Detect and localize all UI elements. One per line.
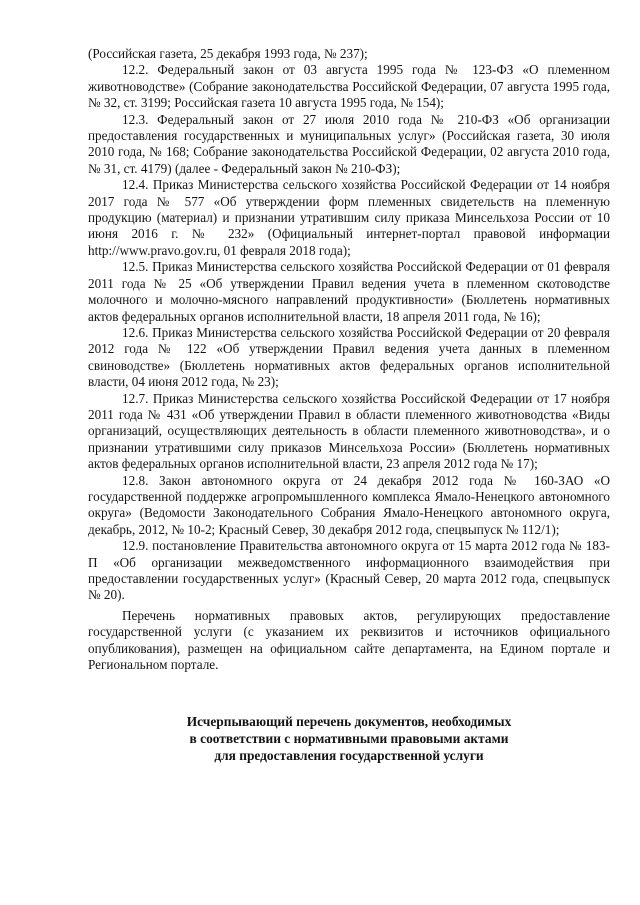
- paragraph-12-4: 12.4. Приказ Министерства сельского хозяйства Российской Федерации от 14 ноября 2017 года № 577 «Об утверждении форм племенных свидетельств на племенную продукцию (материал) и признании утратившим силу приказа Минсельхоза России от 10 июня 2016 г. № 232» (Официальный интернет-портал правовой информации http://www.pravo.gov.ru, 01 февраля 2018 года);: [88, 177, 610, 258]
- paragraph-12-3: 12.3. Федеральный закон от 27 июля 2010 года № 210-ФЗ «Об организации предоставления государственных и муниципальных услуг» (Российская газета, 30 июля 2010 года, № 168; Собрание законодательства Российской Федерации, 02 августа 2010 года, № 31, ст. 4179) (далее - Федеральный закон № 210-ФЗ);: [88, 111, 610, 176]
- paragraph-12-6: 12.6. Приказ Министерства сельского хозяйства Российской Федерации от 20 февраля 2012 года № 122 «Об утверждении Правил ведения учета данных в племенном свиноводстве» (Бюллетень нормативных актов федеральных органов исполнительной власти, 04 июня 2012 года, № 23);: [88, 324, 610, 390]
- paragraph-continuation: (Российская газета, 25 декабря 1993 года, № 237);: [88, 46, 368, 61]
- document-page: [88, 46, 610, 764]
- paragraph-12-5: 12.5. Приказ Министерства сельского хозяйства Российской Федерации от 01 февраля 2011 года № 25 «Об утверждении Правил ведения учета в племенном скотоводстве молочного и молочно-мясного направлений продуктивности» (Бюллетень нормативных актов федеральных органов исполнительной власти, 18 апреля 2011 года, № 16);: [88, 259, 610, 324]
- paragraph-12-7: 12.7. Приказ Министерства сельского хозяйства Российской Федерации от 17 ноября 2011 года № 431 «Об утверждении Правил в области племенного животноводства «Виды организаций, осуществляющих деятельность в области племенного животноводства», и о признании утратившими силу приказов Минсельхоза России» (Бюллетень нормативных актов федеральных органов исполнительной власти, 23 апреля 2012 года № 17);: [88, 390, 610, 472]
- section-heading-line-1: Исчерпывающий перечень документов, необходимых: [186, 714, 512, 730]
- section-heading: [88, 713, 610, 764]
- section-heading-line-2: в соответствии с нормативными правовыми актами: [189, 731, 509, 747]
- paragraph-12-2: 12.2. Федеральный закон от 03 августа 1995 года № 123-ФЗ «О племенном животноводстве» (Собрание законодательства Российской Федерации, 07 августа 1995 года, № 32, ст. 3199; Российская газета 10 августа 1995 года, № 154);: [88, 62, 610, 111]
- paragraph-acts-list-note: Перечень нормативных правовых актов, регулирующих предоставление государственной услуги (с указанием их реквизитов и источников официального опубликования), размещен на официальном сайте департамента, на Едином портале и Региональном портале.: [88, 607, 610, 673]
- paragraph-12-8: 12.8. Закон автономного округа от 24 декабря 2012 года № 160-ЗАО «О государственной поддержке агропромышленного комплекса Ямало-Ненецкого автономного округа» (Ведомости Законодательного Собрания Ямало-Ненецкого автономного округа, декабрь, 2012, № 10-2; Красный Север, 30 декабря 2012 года, спецвыпуск № 112/1);: [88, 472, 610, 537]
- paragraph-12-9: 12.9. постановление Правительства автономного округа от 15 марта 2012 года № 183-П «Об организации межведомственного информационного взаимодействия при предоставлении государственных услуг» (Красный Север, 20 марта 2012 года, спецвыпуск № 20).: [88, 538, 610, 603]
- section-heading-line-3: для предоставления государственной услуги: [214, 748, 484, 764]
